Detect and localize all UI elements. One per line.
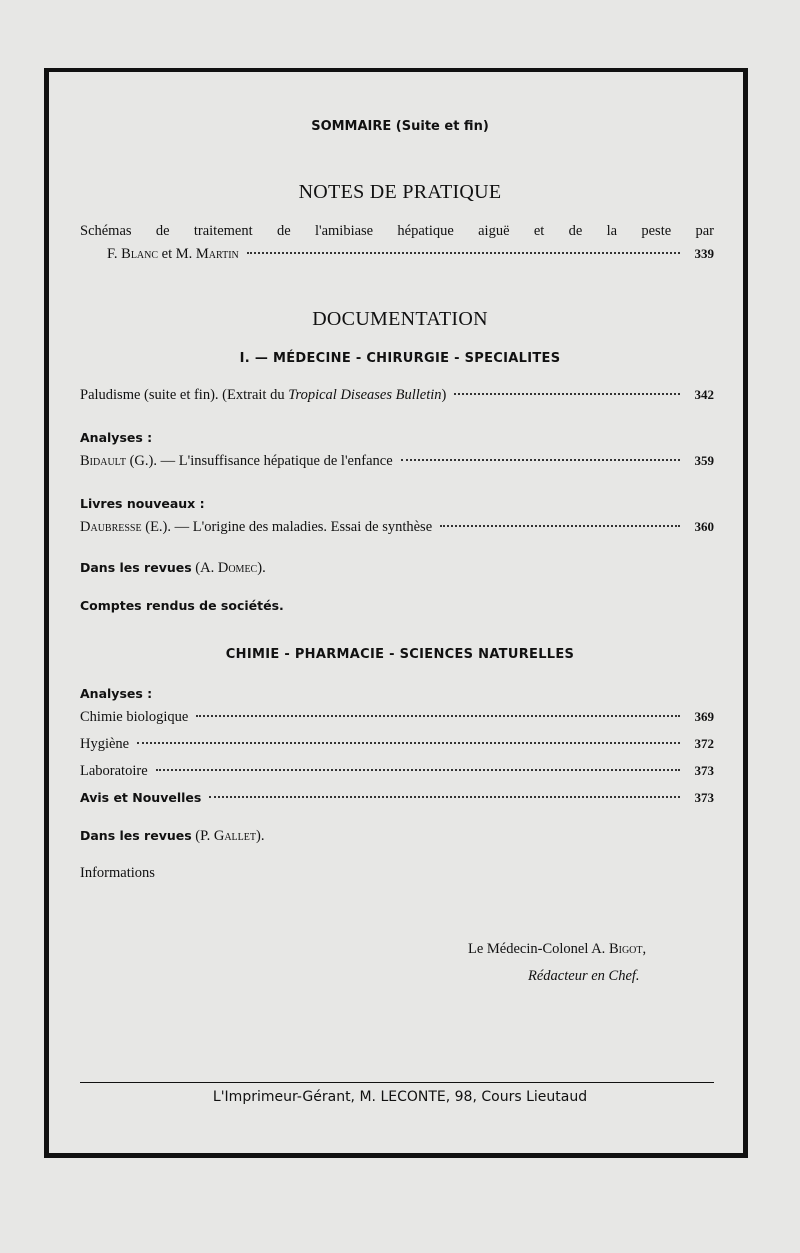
page-number: 373 <box>694 763 714 778</box>
toc-entry-avis-nouvelles[interactable] <box>80 790 714 810</box>
entry-text: (E.). — L'origine des maladies. Essai de synthèse <box>141 519 433 535</box>
signature-name: Bigot <box>608 941 643 957</box>
notes-entry-authors[interactable] <box>107 246 714 266</box>
heading-analyses-2: Analyses : <box>80 686 153 701</box>
leader-dots <box>156 769 680 771</box>
heading-livres-nouveaux: Livres nouveaux : <box>80 496 205 511</box>
page-number: 373 <box>694 790 714 805</box>
leader-dots <box>137 742 680 744</box>
entry-label: Hygiène <box>80 736 130 752</box>
entry-author: Bidault <box>80 453 126 469</box>
toc-entry-chimie-biologique[interactable] <box>80 709 714 729</box>
notes-entry-line1: Schémas de traitement de l'amibiase hépatique aiguë et de la peste par <box>80 223 714 239</box>
page-number: 372 <box>694 736 714 751</box>
entry-author: Domec <box>217 560 258 576</box>
leader-dots <box>196 715 680 717</box>
leader-dots <box>440 525 680 527</box>
section-title-documentation: DOCUMENTATION <box>312 308 488 330</box>
entry-label: Dans les revues <box>80 560 192 575</box>
section-title-notes: NOTES DE PRATIQUE <box>298 181 502 203</box>
entry-text: (G.). — L'insuffisance hépatique de l'enfance <box>125 453 393 469</box>
page-number: 342 <box>694 387 714 402</box>
entry-label: Avis et Nouvelles <box>80 790 202 805</box>
entry-text: Paludisme (suite et fin). (Extrait du <box>80 387 289 403</box>
page-number: 339 <box>694 246 714 261</box>
authors-label <box>107 246 239 263</box>
toc-entry-revues-gallet[interactable] <box>80 828 264 845</box>
author-martin: M. Martin <box>175 246 239 262</box>
entry-label: Laboratoire <box>80 763 148 779</box>
toc-entry-laboratoire[interactable] <box>80 763 714 783</box>
footer-rule <box>80 1082 714 1083</box>
entry-label: Dans les revues <box>80 828 192 843</box>
signature-line2: Rédacteur en Chef. <box>528 968 640 984</box>
entry-author: Gallet <box>213 828 256 844</box>
toc-entry-daubresse[interactable] <box>80 519 714 539</box>
entry-author: Daubresse <box>80 519 142 535</box>
toc-entry-paludisme[interactable] <box>80 387 714 407</box>
entry-italic-title: Tropical Diseases Bulletin <box>288 387 442 403</box>
entry-label <box>80 387 446 404</box>
entry-label: Chimie biologique <box>80 709 189 725</box>
entry-label <box>80 519 432 536</box>
page-number: 359 <box>694 453 714 468</box>
signature-title: Le Médecin-Colonel A. <box>468 941 606 957</box>
footer-imprimeur: L'Imprimeur-Gérant, M. LECONTE, 98, Cours Lieutaud <box>212 1089 588 1105</box>
entry-text: (P. <box>191 828 214 844</box>
toc-entry-bidault[interactable] <box>80 453 714 473</box>
heading-analyses: Analyses : <box>80 430 153 445</box>
toc-entry-comptes-rendus[interactable]: Comptes rendus de sociétés. <box>80 598 284 613</box>
leader-dots <box>209 796 680 798</box>
page-title: SOMMAIRE (Suite et fin) <box>311 119 489 134</box>
toc-entry-hygiene[interactable] <box>80 736 714 756</box>
author-blanc: F. Blanc <box>107 246 159 262</box>
page-number: 369 <box>694 709 714 724</box>
entry-end: ). <box>255 828 265 844</box>
entry-text: (A. <box>191 560 218 576</box>
page-number: 360 <box>694 519 714 534</box>
leader-dots <box>247 252 680 254</box>
leader-dots <box>454 393 680 395</box>
conjunction: et <box>161 246 173 262</box>
subsection-medecine: I. — MÉDECINE - CHIRURGIE - SPECIALITES <box>239 351 561 366</box>
entry-close: ) <box>441 387 447 403</box>
subsection-chimie: CHIMIE - PHARMACIE - SCIENCES NATURELLES <box>225 647 575 662</box>
signature-line1 <box>468 941 646 958</box>
entry-end: ). <box>257 560 266 576</box>
leader-dots <box>401 459 680 461</box>
entry-label <box>80 453 393 470</box>
signature-comma: , <box>642 941 647 957</box>
toc-entry-revues-domec[interactable] <box>80 560 266 577</box>
toc-entry-informations[interactable]: Informations <box>80 865 155 881</box>
